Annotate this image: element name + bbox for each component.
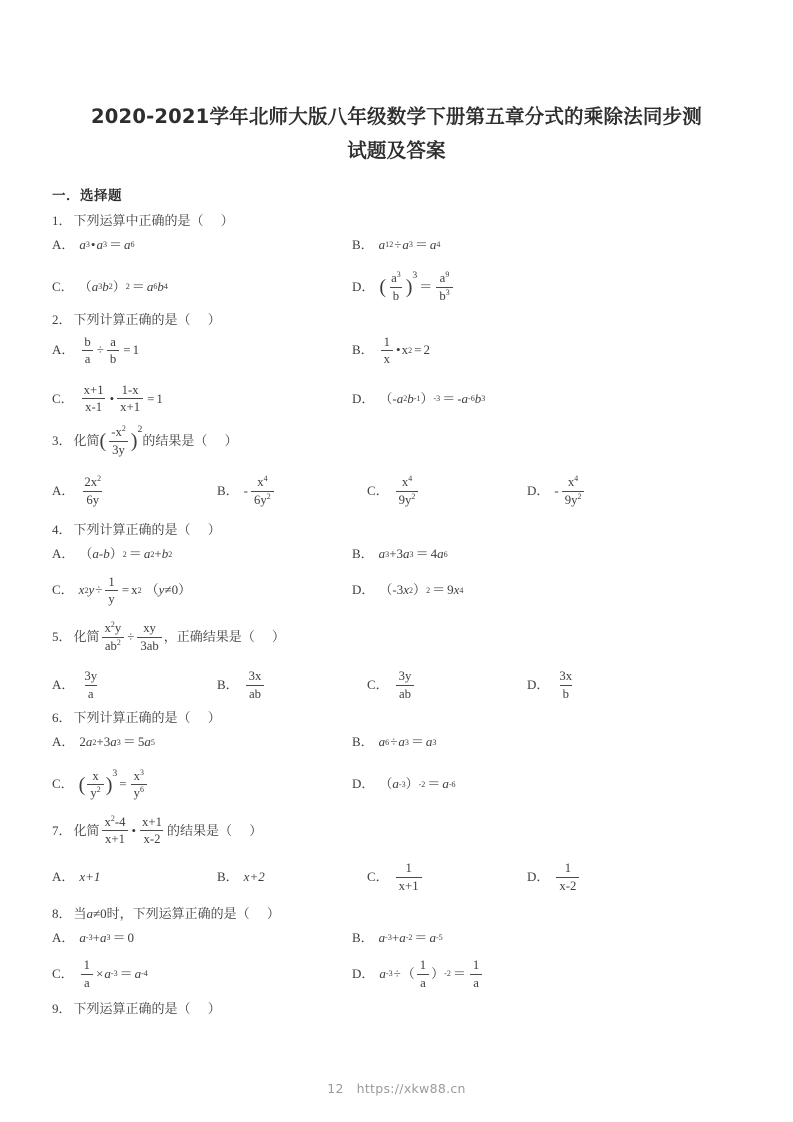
- question-9-text: 下列运算正确的是（: [73, 1000, 191, 1016]
- question-5-options: [52, 669, 741, 701]
- option-7-a[interactable]: [52, 867, 217, 887]
- title-line-1: 2020-2021学年北师大版八年级数学下册第五章分式的乘除法同步测: [91, 105, 702, 128]
- question-9: [52, 999, 741, 1019]
- question-8-number: 8．: [52, 905, 72, 921]
- option-3-d-label: D．: [527, 483, 550, 499]
- question-7: [52, 815, 741, 894]
- option-2-d[interactable]: [352, 383, 741, 415]
- option-4-c[interactable]: [52, 575, 352, 607]
- question-6: [52, 708, 741, 801]
- option-5-b[interactable]: [217, 669, 367, 701]
- option-2-b-label: B．: [352, 342, 374, 358]
- option-6-b[interactable]: [352, 733, 741, 753]
- question-1-number: 1．: [52, 212, 72, 228]
- option-8-d-expr: a -3 ÷ （ $\frac{1}{a}$ ） -2 ＝ $\frac{1}{a}$: [379, 958, 484, 990]
- option-4-d-label: D．: [352, 582, 375, 598]
- option-7-c-expr: $\frac{1}{x+1}$: [394, 861, 424, 893]
- option-7-c[interactable]: [367, 861, 527, 893]
- option-1-b[interactable]: [352, 235, 741, 255]
- option-5-c[interactable]: [367, 669, 527, 701]
- question-5-stem: [52, 621, 741, 653]
- question-5-number: 5．: [52, 629, 72, 645]
- option-7-b-expr: x+2: [243, 868, 265, 884]
- option-1-a-expr: a 3 • a 3 ＝ a 6: [79, 236, 135, 252]
- option-5-a-expr: $\frac{3y}{a}$: [84, 669, 98, 701]
- question-5-text-lead: 化简: [73, 629, 100, 645]
- option-3-c[interactable]: [367, 475, 527, 507]
- option-2-b[interactable]: [352, 335, 741, 367]
- option-1-d-label: D．: [352, 278, 375, 294]
- question-3: [52, 425, 741, 508]
- option-6-b-label: B．: [352, 734, 374, 750]
- option-4-b-expr: a 3 +3 a 3 ＝ 4 a 6: [378, 546, 448, 562]
- option-8-a-label: A．: [52, 929, 75, 945]
- question-7-text-tail: 的结果是（: [166, 823, 232, 839]
- question-3-paren-close: ）: [224, 433, 238, 449]
- question-3-text-tail: 的结果是（: [142, 433, 208, 449]
- option-2-c-label: C．: [52, 390, 74, 406]
- option-2-d-label: D．: [352, 390, 375, 406]
- option-7-b[interactable]: [217, 867, 367, 887]
- option-5-a-label: A．: [52, 676, 75, 692]
- option-1-c[interactable]: [52, 271, 352, 303]
- option-7-d-expr: $\frac{1}{x-2}$: [554, 861, 581, 893]
- question-6-number: 6．: [52, 709, 72, 725]
- option-8-c[interactable]: [52, 958, 352, 990]
- option-6-a-label: A．: [52, 734, 75, 750]
- question-7-number: 7．: [52, 823, 72, 839]
- page-title: [52, 0, 741, 168]
- question-3-text-lead: 化简: [73, 433, 100, 449]
- option-4-b-label: B．: [352, 546, 374, 562]
- question-5-expression: $\frac{x^2y}{ab^2}$ ÷ $\frac{xy}{3ab}$: [100, 621, 164, 653]
- option-8-b-expr: a -3 + a -2 ＝ a -5: [378, 929, 443, 945]
- question-4: [52, 520, 741, 607]
- option-4-a[interactable]: [52, 545, 352, 565]
- question-6-options: [52, 733, 741, 801]
- question-5-paren-close: ）: [272, 629, 286, 645]
- option-6-d[interactable]: [352, 769, 741, 801]
- question-7-expression: $\frac{x^2-4}{x+1}$ • $\frac{x+1}{x-2}$: [100, 815, 167, 847]
- option-5-b-label: B．: [217, 676, 239, 692]
- question-5: [52, 621, 741, 702]
- question-2-paren-close: ）: [207, 311, 221, 327]
- option-7-d-label: D．: [527, 868, 550, 884]
- option-6-d-label: D．: [352, 776, 375, 792]
- option-6-d-expr: （ a -3 ） -2 ＝ a -6: [379, 776, 456, 792]
- question-8-text-lead: 当a≠0时，下列运算正确的是（: [73, 905, 250, 921]
- option-8-b[interactable]: [352, 928, 741, 948]
- option-4-d-expr: （-3 x 2 ） 2 ＝ 9 x 4: [379, 582, 464, 598]
- question-8: [52, 903, 741, 990]
- option-5-c-expr: $\frac{3y}{ab}$: [394, 669, 417, 701]
- question-9-stem: [52, 999, 741, 1019]
- option-8-b-label: B．: [352, 929, 374, 945]
- option-2-c[interactable]: [52, 383, 352, 415]
- option-8-c-label: C．: [52, 966, 74, 982]
- option-1-a[interactable]: [52, 235, 352, 255]
- option-4-c-expr: x 2 y ÷ $\frac{1}{y}$ = x 2 （y≠0）: [78, 574, 192, 607]
- option-7-a-expr: x+1: [79, 868, 101, 884]
- title-line-2: 试题及答案: [347, 139, 446, 163]
- option-8-a-expr: a -3 + a 3 ＝ 0: [79, 929, 134, 945]
- option-1-b-label: B．: [352, 236, 374, 252]
- question-2-options: [52, 335, 741, 416]
- question-1-paren-close: ）: [220, 212, 234, 228]
- option-6-c-expr: ( $\frac{x}{y^2}$ ) 3 = $\frac{x^3}{y^6}$: [79, 769, 149, 801]
- option-5-a[interactable]: [52, 669, 217, 701]
- option-3-b-expr: - $\frac{x^4}{6y^2}$: [244, 475, 276, 507]
- option-4-d[interactable]: [352, 575, 741, 607]
- question-1: [52, 210, 741, 303]
- question-8-paren-close: ）: [266, 905, 280, 921]
- option-6-a[interactable]: [52, 733, 352, 753]
- option-3-c-expr: $\frac{x^4}{9y^2}$: [394, 475, 421, 507]
- question-3-stem: [52, 425, 741, 457]
- option-3-d-expr: - $\frac{x^4}{9y^2}$: [554, 475, 586, 507]
- question-7-stem: [52, 815, 741, 847]
- option-3-a-expr: $\frac{2x^2}{6y}$: [84, 474, 102, 508]
- option-7-d[interactable]: [527, 861, 741, 893]
- question-3-number: 3．: [52, 433, 72, 449]
- option-5-d-label: D．: [527, 676, 550, 692]
- question-8-options: [52, 928, 741, 990]
- option-7-b-label: B．: [217, 868, 239, 884]
- option-8-c-expr: $\frac{1}{a}$ × a -3 ＝ a -4: [79, 958, 148, 990]
- question-4-options: [52, 545, 741, 607]
- option-2-a-expr: $\frac{b}{a}$ ÷ $\frac{a}{b}$ = 1: [79, 335, 139, 367]
- footer-page-number: 12: [327, 1081, 344, 1096]
- question-7-options: [52, 861, 741, 893]
- question-9-paren-close: ）: [207, 1000, 221, 1016]
- footer-url: https://xkw88.cn: [356, 1081, 466, 1096]
- question-1-stem: [52, 210, 741, 230]
- section-heading: 一．选择题: [52, 188, 122, 205]
- option-4-c-label: C．: [52, 582, 74, 598]
- option-5-d[interactable]: [527, 669, 741, 701]
- question-8-stem: [52, 903, 741, 923]
- option-6-c[interactable]: [52, 769, 352, 801]
- option-5-b-expr: $\frac{3x}{ab}$: [244, 669, 267, 701]
- option-3-a-label: A．: [52, 483, 75, 499]
- question-2-text: 下列计算正确的是（: [73, 311, 191, 327]
- option-1-d[interactable]: [352, 271, 741, 303]
- question-5-text-tail: ，正确结果是（: [163, 629, 255, 645]
- question-9-number: 9．: [52, 1000, 72, 1016]
- option-3-d[interactable]: [527, 475, 741, 507]
- question-2-stem: [52, 310, 741, 330]
- option-8-d[interactable]: [352, 958, 741, 990]
- option-2-b-expr: $\frac{1}{x}$ • x 2 = 2: [379, 335, 430, 367]
- question-6-paren-close: ）: [207, 709, 221, 725]
- option-6-b-expr: a 6 ÷ a 3 ＝ a 3: [378, 734, 437, 750]
- option-7-a-label: A．: [52, 868, 75, 884]
- question-1-options: [52, 235, 741, 303]
- option-4-a-expr: （ a - b ） 2 ＝ a 2 + b 2: [79, 546, 173, 562]
- question-1-text: 下列运算中正确的是（: [73, 212, 204, 228]
- option-2-c-expr: $\frac{x+1}{x-1}$ • $\frac{1-x}{x+1}$ = 1: [83, 382, 163, 415]
- option-7-c-label: C．: [367, 868, 389, 884]
- option-3-b[interactable]: [217, 475, 367, 507]
- option-3-b-label: B．: [217, 483, 239, 499]
- option-5-c-label: C．: [367, 676, 389, 692]
- question-7-text-lead: 化简: [73, 823, 100, 839]
- question-4-paren-close: ）: [207, 521, 221, 537]
- option-2-a-label: A．: [52, 342, 75, 358]
- option-4-a-label: A．: [52, 546, 75, 562]
- question-6-stem: [52, 708, 741, 728]
- question-4-stem: [52, 520, 741, 540]
- option-2-a[interactable]: [52, 335, 352, 367]
- option-1-c-label: C．: [52, 278, 74, 294]
- option-1-c-expr: （ a 3 b 2 ） 2 ＝ a 6 b 4: [78, 278, 168, 294]
- question-3-expression: ( $\frac{-x^2}{3y}$ ) 2: [99, 423, 143, 457]
- option-2-d-expr: （- a 2 b -1 ） -3 ＝ - a -6 b 3: [379, 390, 486, 406]
- option-5-d-expr: $\frac{3x}{b}$: [559, 669, 573, 701]
- question-6-text: 下列计算正确的是（: [73, 709, 191, 725]
- option-4-b[interactable]: [352, 545, 741, 565]
- option-3-a[interactable]: [52, 475, 217, 507]
- option-3-c-label: C．: [367, 483, 389, 499]
- option-8-d-label: D．: [352, 966, 375, 982]
- option-6-c-label: C．: [52, 776, 74, 792]
- option-1-b-expr: a 12 ÷ a 3 ＝ a 4: [378, 236, 441, 252]
- question-3-options: [52, 475, 741, 507]
- option-6-a-expr: 2 a 2 +3 a 3 ＝ 5 a 5: [79, 734, 155, 750]
- question-4-text: 下列计算正确的是（: [73, 521, 191, 537]
- option-8-a[interactable]: [52, 928, 352, 948]
- question-2: [52, 310, 741, 416]
- page-footer: [0, 1081, 793, 1096]
- question-2-number: 2．: [52, 311, 72, 327]
- question-4-number: 4．: [52, 521, 72, 537]
- option-1-d-expr: ( $\frac{a^3}{b}$ ) 3 ＝ $\frac{a^9}{b^3}$: [379, 271, 454, 303]
- option-1-a-label: A．: [52, 236, 75, 252]
- question-7-paren-close: ）: [249, 823, 263, 839]
